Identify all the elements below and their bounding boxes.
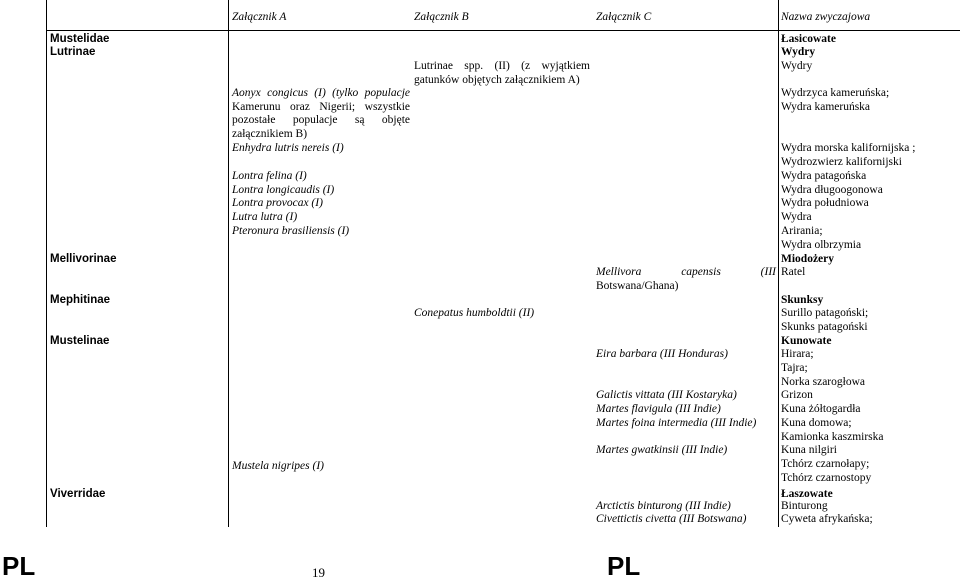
martes-flavigula-entry: Martes flavigula (III Indie) <box>596 403 721 415</box>
lutrinae-spp-line: Lutrinae spp. (II) (z wyjątkiem <box>414 60 590 72</box>
mellivora-line: Botswana/Ghana) <box>596 279 679 292</box>
header-annex-a: Załącznik A <box>232 11 287 23</box>
common-name: Norka szarogłowa <box>781 376 865 388</box>
lutra-lutra-entry: Lutra lutra (I) <box>232 211 298 223</box>
language-code-right: PL <box>607 551 641 581</box>
aonyx-line: załącznikiem B) <box>232 127 308 140</box>
common-name: Wydra długoogonowa <box>781 184 883 196</box>
mustela-nigripes-entry: Mustela nigripes (I) <box>232 460 324 472</box>
mellivora-line: Mellivora capensis (III <box>596 266 776 278</box>
common-name: Wydrozwierz kalifornijski <box>781 156 902 168</box>
common-name: Tajra; <box>781 362 808 374</box>
common-name: Skunksy <box>781 294 824 306</box>
common-name: Łasicowate <box>781 33 836 45</box>
enhydra-entry: Enhydra lutris nereis (I) <box>232 142 344 154</box>
table-left-border <box>46 0 47 527</box>
common-name: Wydra patagońska <box>781 170 867 182</box>
common-name: Wydrzyca kameruńska; <box>781 87 890 99</box>
martes-foina-entry: Martes foina intermedia (III Indie) <box>596 417 757 429</box>
common-name: Łaszowate <box>781 488 833 500</box>
conepatus-entry: Conepatus humboldtii (II) <box>414 307 535 319</box>
common-name: Wydry <box>781 46 816 58</box>
language-code-left: PL <box>2 551 36 581</box>
taxon-mustelidae: Mustelidae <box>50 33 110 45</box>
lutrinae-spp-line: gatunków objętych załącznikiem A) <box>414 73 580 86</box>
common-name: Tchórz czarnostopy <box>781 472 872 484</box>
common-name: Wydra morska kalifornijska ; <box>781 142 916 154</box>
common-name: Wydra kameruńska <box>781 101 871 113</box>
table-col-divider-2 <box>778 0 779 527</box>
taxon-mephitinae: Mephitinae <box>50 294 111 306</box>
header-annex-b: Załącznik B <box>414 11 469 23</box>
taxon-lutrinae: Lutrinae <box>50 46 96 58</box>
common-name: Cyweta afrykańska; <box>781 513 873 525</box>
common-name: Tchórz czarnołapy; <box>781 458 870 470</box>
common-name: Kuna nilgiri <box>781 444 837 456</box>
common-name: Binturong <box>781 500 828 512</box>
aonyx-line: Aonyx congicus (I) (tylko populacje <box>232 87 410 99</box>
taxon-mellivorinae: Mellivorinae <box>50 253 117 265</box>
arctictis-entry: Arctictis binturong (III Indie) <box>596 500 731 512</box>
common-name: Ratel <box>781 266 806 278</box>
common-name: Skunks patagoński <box>781 321 868 333</box>
galictis-entry: Galictis vittata (III Kostaryka) <box>596 389 737 401</box>
pteronura-entry: Pteronura brasiliensis (I) <box>232 225 350 237</box>
header-common-name: Nazwa zwyczajowa <box>781 11 871 23</box>
common-name: Kuna domowa; <box>781 417 852 429</box>
header-annex-c: Załącznik C <box>596 11 652 23</box>
lontra-longicaudis-entry: Lontra longicaudis (I) <box>232 184 335 196</box>
lutrinae-spp-entry <box>414 60 590 87</box>
page-number: 19 <box>312 565 325 580</box>
table-col-divider-1 <box>228 0 229 527</box>
common-name: Wydra <box>781 211 812 223</box>
common-name: Kuna żółtogardła <box>781 403 861 415</box>
martes-gwatkinsii-entry: Martes gwatkinsii (III Indie) <box>596 444 728 456</box>
common-name: Kunowate <box>781 335 832 347</box>
eira-entry: Eira barbara (III Honduras) <box>596 348 728 360</box>
common-name: Surillo patagoński; <box>781 307 869 319</box>
lontra-provocax-entry: Lontra provocax (I) <box>232 197 323 209</box>
common-name: Wydra olbrzymia <box>781 239 862 251</box>
common-name: Wydra południowa <box>781 197 869 209</box>
common-name: Kamionka kaszmirska <box>781 431 884 443</box>
common-name: Wydry <box>781 60 813 72</box>
mellivora-entry <box>596 266 776 293</box>
common-name: Grizon <box>781 389 813 401</box>
lontra-felina-entry: Lontra felina (I) <box>232 170 307 182</box>
common-name: Miodożery <box>781 253 835 265</box>
taxon-viverridae: Viverridae <box>50 488 106 500</box>
aonyx-entry <box>232 87 410 141</box>
civettictis-entry: Civettictis civetta (III Botswana) <box>596 513 747 525</box>
aonyx-line: pozostałe populacje są objęte <box>232 114 410 126</box>
header-divider <box>46 30 960 31</box>
common-name: Arirania; <box>781 225 823 237</box>
taxon-mustelinae: Mustelinae <box>50 335 110 347</box>
aonyx-line: Kamerunu oraz Nigerii; wszystkie <box>232 100 410 113</box>
common-name: Hirara; <box>781 348 814 360</box>
